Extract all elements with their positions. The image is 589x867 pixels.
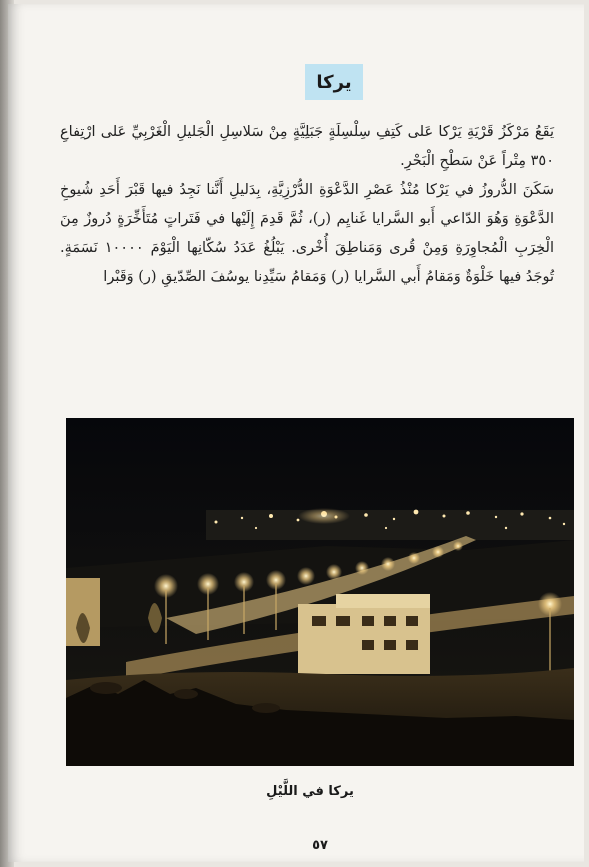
page-title: يركا [305, 64, 363, 100]
article-body [60, 118, 554, 292]
night-village-illustration [66, 418, 574, 766]
paragraph-1: يَقَعُ مَرْكَزُ قَرْيَةِ يَرْكا عَلى كَتِفِ سِلْسِلَةٍ جَبَلِيَّةٍ مِنْ سَلاسِلِ الْجَليلِ الْغَرْبِيِّ عَلى ارْتِفاعِ ٣٥٠ مِتْراً عَنْ سَطْحِ الْبَحْرِ. [60, 124, 554, 169]
night-photo [66, 418, 574, 766]
photo-caption: يركا في اللَّيْلِ [266, 784, 354, 799]
page-number: ٥٧ [312, 838, 328, 853]
paragraph-2: سَكَنَ الدُّروزُ في يَرْكا مُنْذُ عَصْرِ الدَّعْوَةِ الدُّرْزِيَّةِ، بِدَليلِ أَنَّنا نَجِدُ فيها قَبْرَ أَحَدِ شُيوخِ الدَّعْوَةِ وَهُوَ الدّاعي أَبو السَّرايا غَنايِم (ر)، ثُمَّ قَدِمَ إِلَيْها في فَتَراتٍ مُتَأَخِّرَةٍ دُروزٌ مِنَ الْخِرَبِ الْمُجاوِرَةِ وَمِنْ قُرى وَمَناطِقَ أُخْرى. يَبْلُغُ عَدَدُ سُكّانِها الْيَوْمَ ١٠٠٠٠ نَسَمَةٍ. تُوجَدُ فيها خَلْوَةٌ وَمَقامُ أَبي السَّرايا (ر) وَمَقامُ سَيِّدِنا يوسُفَ الصِّدّيقِ (ر) وَقَبْرا [60, 182, 554, 285]
